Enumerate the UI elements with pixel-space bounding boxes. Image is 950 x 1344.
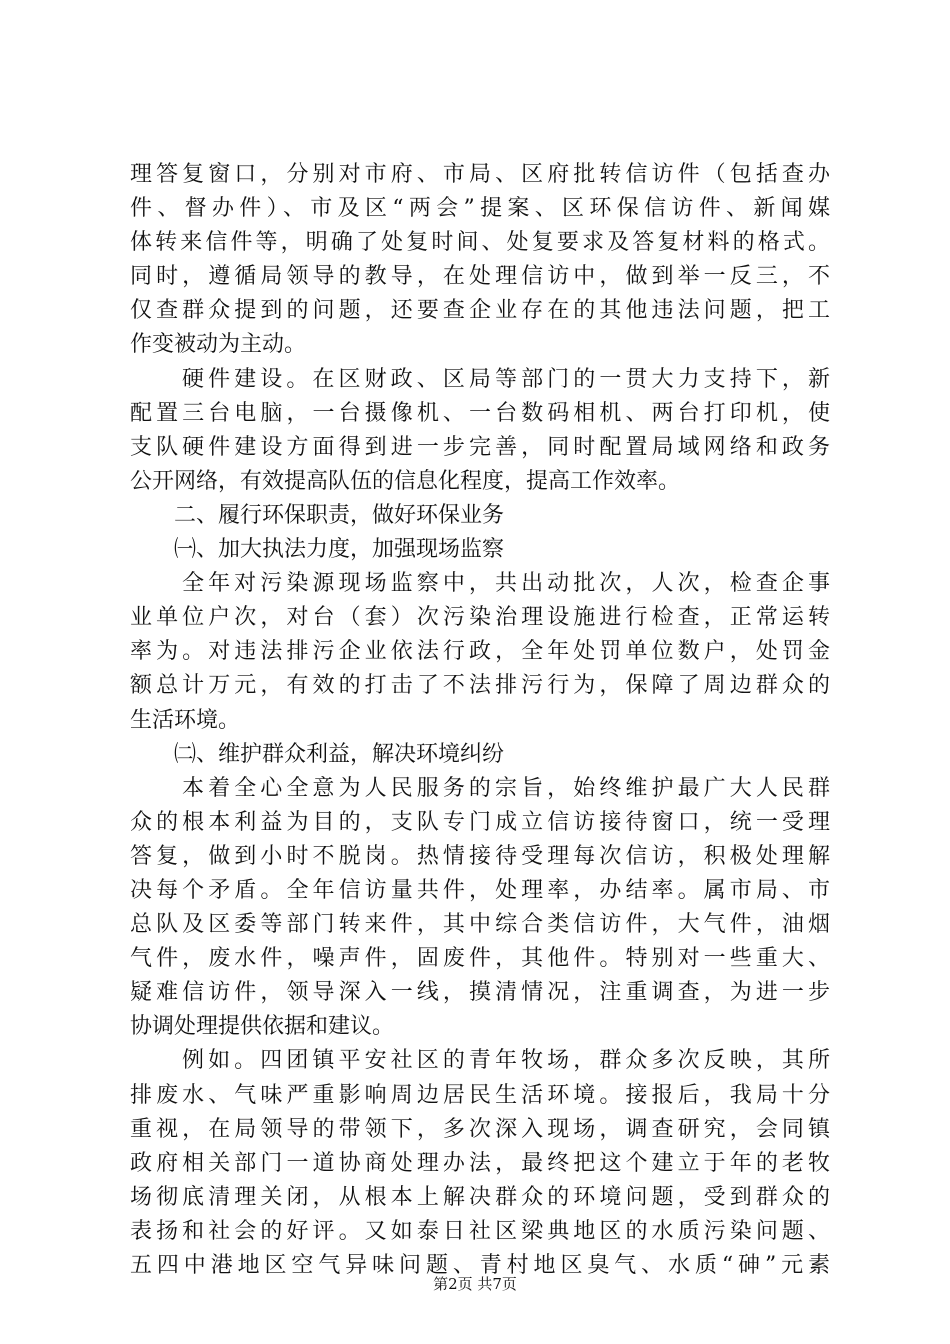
page-footer: 第2页 共7页 (433, 1275, 517, 1293)
text-line: 业单位户次，对台（套）次污染治理设施进行检查，正常运转 (130, 605, 830, 631)
text-line: 额总计万元，有效的打击了不法排污行为，保障了周边群众的 (130, 673, 830, 699)
text-line: 作变被动为主动。 (130, 332, 307, 358)
text-line: 众的根本利益为目的，支队专门成立信访接待窗口，统一受理 (130, 809, 830, 835)
text-line: 总队及区委等部门转来件，其中综合类信访件，大气件，油烟 (130, 912, 830, 938)
text-line: 仅查群众提到的问题，还要查企业存在的其他违法问题，把工 (130, 298, 830, 324)
text-line: 配置三台电脑，一台摄像机、一台数码相机、两台打印机，使 (130, 400, 830, 426)
text-line: 生活环境。 (130, 707, 241, 733)
text-line: 理答复窗口，分别对市府、市局、区府批转信访件（包括查办 (130, 162, 830, 187)
text-line: 协调处理提供依据和建议。 (130, 1014, 395, 1040)
text-line: 全年对污染源现场监察中，共出动批次，人次，检查企事 (182, 571, 830, 597)
text-line: 率为。对违法排污企业依法行政，全年处罚单位数户，处罚金 (130, 639, 830, 665)
text-line: 疑难信访件，领导深入一线，摸清情况，注重调查，为进一步 (130, 980, 830, 1006)
document-body (130, 158, 830, 1283)
text-line: 政府相关部门一道协商处理办法，最终把这个建立于年的老牧 (130, 1150, 830, 1176)
text-line: 表扬和社会的好评。又如泰日社区梁典地区的水质污染问题、 (130, 1218, 830, 1244)
text-line: 本着全心全意为人民服务的宗旨，始终维护最广大人民群 (182, 775, 830, 801)
text-line: 例如。四团镇平安社区的青年牧场，群众多次反映，其所 (182, 1048, 830, 1074)
text-line: 场彻底清理关闭，从根本上解决群众的环境问题，受到群众的 (130, 1184, 830, 1210)
text-line: 同时，遵循局领导的教导，在处理信访中，做到举一反三，不 (130, 264, 830, 290)
text-line: 支队硬件建设方面得到进一步完善，同时配置局域网络和政务 (130, 434, 830, 460)
text-line: 件、督办件）、市及区“两会”提案、区环保信访件、新闻媒 (130, 196, 830, 222)
text-line: 公开网络，有效提高队伍的信息化程度，提高工作效率。 (130, 468, 681, 494)
text-line: 答复，做到小时不脱岗。热情接待受理每次信访，积极处理解 (130, 843, 830, 869)
text-line: 二、履行环保职责，做好环保业务 (174, 502, 505, 528)
text-line: 决每个矛盾。全年信访量共件，处理率，办结率。属市局、市 (130, 877, 830, 903)
text-line: 五四中港地区空气异味问题、青村地区臭气、水质“砷”元素 (130, 1253, 830, 1278)
text-line: 硬件建设。在区财政、区局等部门的一贯大力支持下，新 (182, 366, 830, 392)
text-line: 排废水、气味严重影响周边居民生活环境。接报后，我局十分 (130, 1082, 830, 1108)
text-line: 气件，废水件，噪声件，固废件，其他件。特别对一些重大、 (130, 946, 830, 972)
text-line: 重视，在局领导的带领下，多次深入现场，调查研究，会同镇 (130, 1116, 830, 1142)
text-line: ㈠、加大执法力度，加强现场监察 (174, 537, 505, 563)
text-line: ㈡、维护群众利益，解决环境纠纷 (174, 741, 505, 767)
text-line: 体转来信件等，明确了处复时间、处复要求及答复材料的格式。 (130, 230, 830, 256)
